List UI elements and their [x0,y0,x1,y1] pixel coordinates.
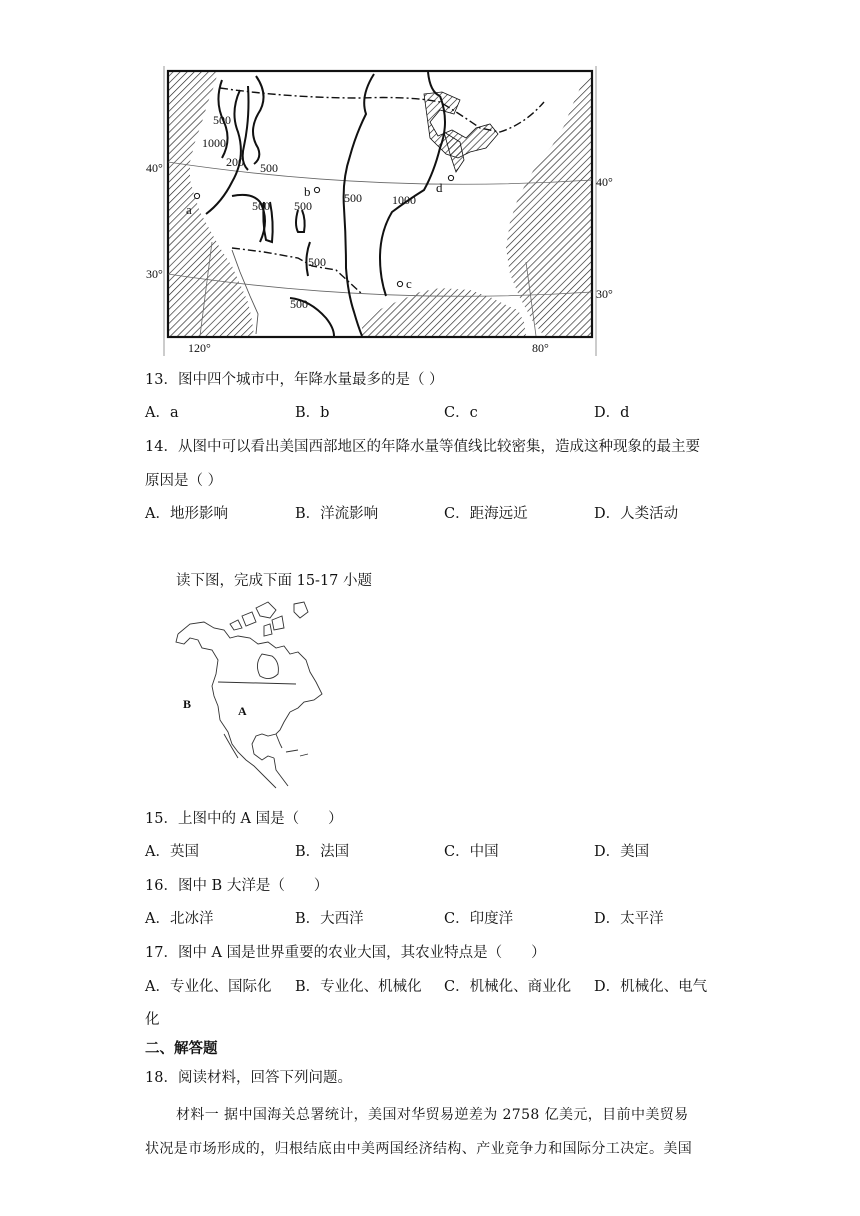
map2-label-b: B [183,697,192,711]
q17-option-d[interactable]: D．机械化、电气 [594,979,708,995]
q13-option-a[interactable]: A．a [145,405,179,421]
q15-option-a[interactable]: A．英国 [145,844,199,860]
map2-label-a: A [238,704,247,718]
isohyet-label: 500 [213,113,231,127]
q14-option-c[interactable]: C．距海远近 [444,506,528,522]
q13-option-c[interactable]: C．c [444,405,478,421]
q18-material-line2: 状况是市场形成的，归根结底由中美两国经济结构、产业竞争力和国际分工决定。美国 [145,1141,693,1157]
isohyet-label: 500 [252,199,270,213]
q14-stem-line2: 原因是（ ） [145,473,223,489]
q18-stem: 18．阅读材料，回答下列问题。 [145,1070,352,1086]
isohyet-label: 500 [290,297,308,311]
q14-option-d[interactable]: D．人类活动 [594,506,679,522]
isohyet-label: 500 [294,199,312,213]
isohyet-label: 500 [344,191,362,205]
q17-option-c[interactable]: C．机械化、商业化 [444,979,572,995]
q17-option-a[interactable]: A．专业化、国际化 [145,979,272,995]
q18-material-line1: 材料一 据中国海关总署统计，美国对华贸易逆差为 2758 亿美元，目前中美贸易 [176,1107,689,1123]
q15-option-d[interactable]: D．美国 [594,844,650,860]
section-title: 二、解答题 [145,1040,218,1057]
city-b: b [304,184,311,199]
q14-option-a[interactable]: A．地形影响 [145,506,228,522]
q16-stem: 16．图中 B 大洋是（ ） [145,878,329,894]
q15-option-b[interactable]: B．法国 [295,844,350,860]
isohyet-label: 500 [308,255,326,269]
q17-option-d-wrap: 化 [145,1012,160,1028]
q13-option-d[interactable]: D．d [594,405,630,421]
city-a: a [186,202,192,217]
q13-option-b[interactable]: B．b [295,405,330,421]
lat-label-right-40: 40° [596,175,613,189]
lon-label-120: 120° [188,341,211,355]
north-america-map [172,598,352,793]
q16-option-c[interactable]: C．印度洋 [444,911,514,927]
lat-label-right-30: 30° [596,287,613,301]
q17-stem: 17．图中 A 国是世界重要的农业大国，其农业特点是（ ） [145,945,546,961]
q14-option-b[interactable]: B．洋流影响 [295,506,379,522]
lat-label-left-30: 30° [146,267,163,281]
q16-option-a[interactable]: A．北冰洋 [145,911,214,927]
intro-text: 读下图，完成下面 15-17 小题 [176,573,373,589]
q17-option-b[interactable]: B．专业化、机械化 [295,979,422,995]
precipitation-map [140,62,613,360]
city-c: c [406,276,412,291]
q14-stem-line1: 14．从图中可以看出美国西部地区的年降水量等值线比较密集，造成这种现象的最主要 [145,439,700,455]
q15-stem: 15．上图中的 A 国是（ ） [145,811,343,827]
q16-option-b[interactable]: B．大西洋 [295,911,364,927]
q15-option-c[interactable]: C．中国 [444,844,499,860]
q16-option-d[interactable]: D．太平洋 [594,911,664,927]
isohyet-label: 1000 [392,193,416,207]
isohyet-label: 1000 [202,136,226,150]
isohyet-label: 500 [260,161,278,175]
city-d: d [436,180,443,195]
lon-label-80: 80° [532,341,549,355]
lat-label-left-40: 40° [146,161,163,175]
q13-stem: 13．图中四个城市中，年降水量最多的是（ ） [145,372,444,388]
isohyet-label: 200 [226,155,244,169]
